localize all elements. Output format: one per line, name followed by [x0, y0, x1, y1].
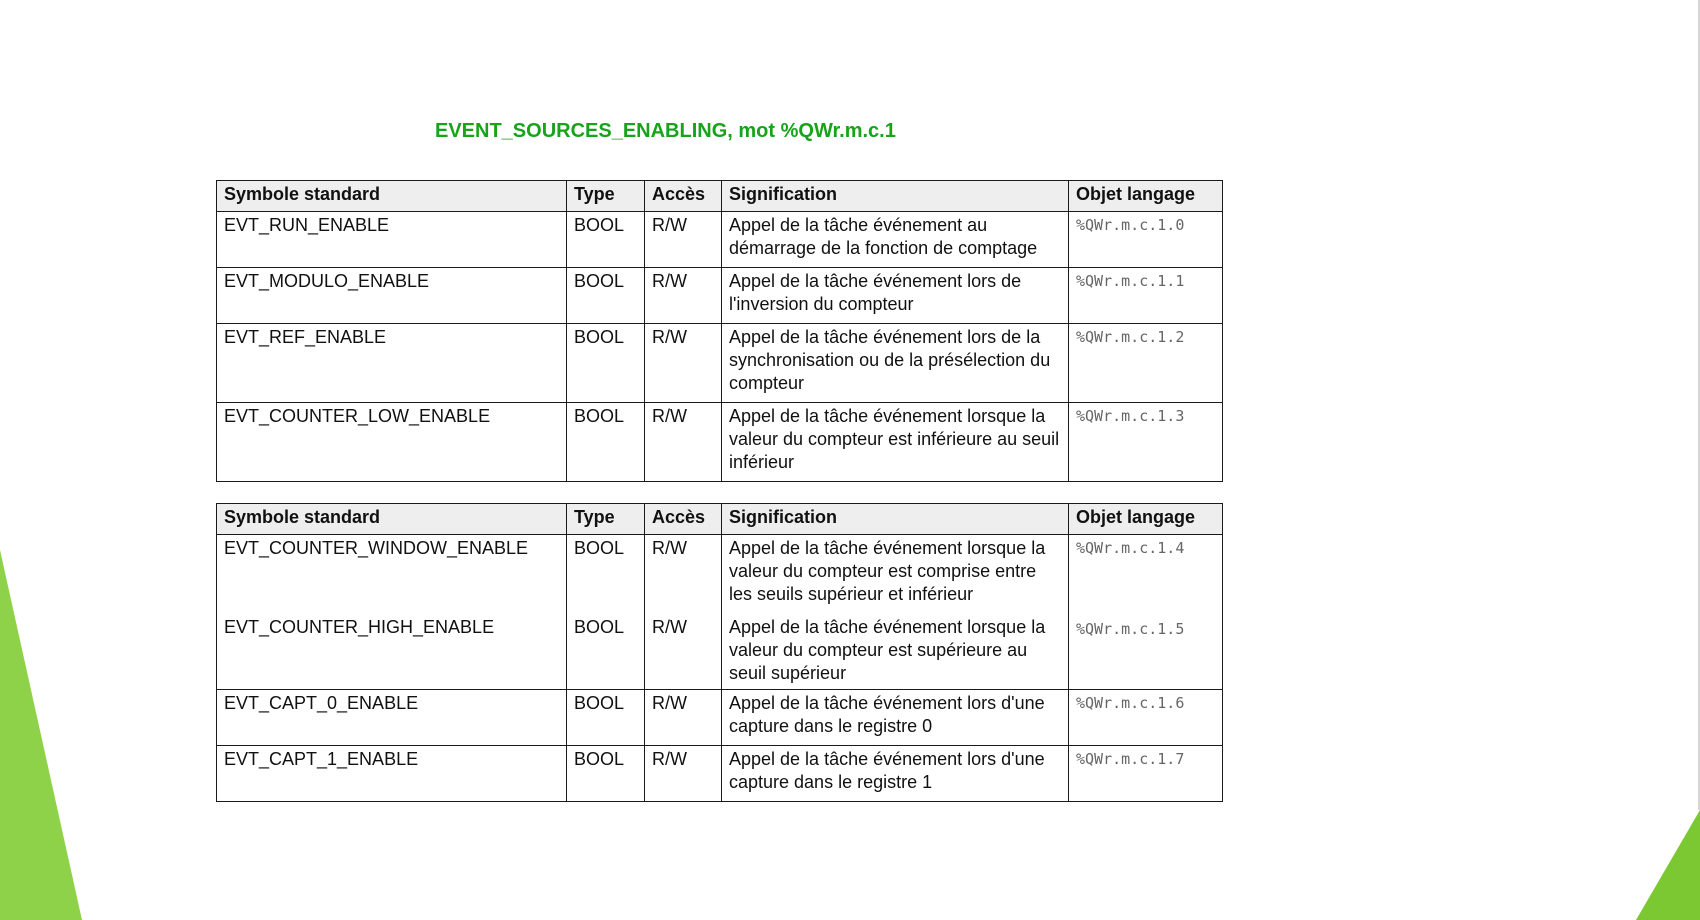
type-cell: BOOL — [567, 690, 645, 746]
column-header-object: Objet langage — [1069, 181, 1223, 212]
object-cell: %QWr.m.c.1.2 — [1069, 324, 1223, 403]
access-cell: R/W — [645, 535, 722, 615]
type-cell: BOOL — [567, 268, 645, 324]
meaning-cell: Appel de la tâche événement lors de la synchronisation ou de la présélection du compteur — [722, 324, 1069, 403]
access-cell: R/W — [645, 614, 722, 690]
signal-table-2 — [216, 503, 1223, 802]
object-cell: %QWr.m.c.1.6 — [1069, 690, 1223, 746]
meaning-cell: Appel de la tâche événement lorsque la valeur du compteur est comprise entre les seuils supérieur et inférieur — [722, 535, 1069, 615]
symbol-cell: EVT_COUNTER_WINDOW_ENABLE — [217, 535, 567, 615]
table-row — [217, 614, 1223, 690]
meaning-cell: Appel de la tâche événement lors d'une capture dans le registre 1 — [722, 746, 1069, 802]
access-cell: R/W — [645, 690, 722, 746]
table-header-row — [217, 504, 1223, 535]
symbol-cell: EVT_MODULO_ENABLE — [217, 268, 567, 324]
symbol-cell: EVT_RUN_ENABLE — [217, 212, 567, 268]
access-cell: R/W — [645, 268, 722, 324]
symbol-cell: EVT_CAPT_1_ENABLE — [217, 746, 567, 802]
symbol-cell: EVT_COUNTER_LOW_ENABLE — [217, 403, 567, 482]
table-row — [217, 535, 1223, 615]
type-cell: BOOL — [567, 614, 645, 690]
column-header-type: Type — [567, 181, 645, 212]
column-header-meaning: Signification — [722, 504, 1069, 535]
symbol-cell: EVT_COUNTER_HIGH_ENABLE — [217, 614, 567, 690]
column-header-access: Accès — [645, 504, 722, 535]
meaning-cell: Appel de la tâche événement au démarrage de la fonction de comptage — [722, 212, 1069, 268]
table-row — [217, 268, 1223, 324]
symbol-cell: EVT_REF_ENABLE — [217, 324, 567, 403]
type-cell: BOOL — [567, 212, 645, 268]
signal-table-1 — [216, 180, 1223, 482]
object-cell: %QWr.m.c.1.5 — [1069, 614, 1223, 690]
type-cell: BOOL — [567, 746, 645, 802]
access-cell: R/W — [645, 212, 722, 268]
table-header-row — [217, 181, 1223, 212]
table-row — [217, 690, 1223, 746]
column-header-type: Type — [567, 504, 645, 535]
meaning-cell: Appel de la tâche événement lorsque la valeur du compteur est inférieure au seuil inférieur — [722, 403, 1069, 482]
table-row — [217, 212, 1223, 268]
column-header-symbol: Symbole standard — [217, 181, 567, 212]
type-cell: BOOL — [567, 535, 645, 615]
column-header-access: Accès — [645, 181, 722, 212]
symbol-cell: EVT_CAPT_0_ENABLE — [217, 690, 567, 746]
meaning-cell: Appel de la tâche événement lors de l'inversion du compteur — [722, 268, 1069, 324]
object-cell: %QWr.m.c.1.4 — [1069, 535, 1223, 615]
column-header-object: Objet langage — [1069, 504, 1223, 535]
page-title: EVENT_SOURCES_ENABLING, mot %QWr.m.c.1 — [435, 120, 896, 142]
table-row — [217, 746, 1223, 802]
type-cell: BOOL — [567, 403, 645, 482]
table-row — [217, 324, 1223, 403]
right-green-accent-shape — [1636, 810, 1700, 920]
access-cell: R/W — [645, 403, 722, 482]
type-cell: BOOL — [567, 324, 645, 403]
object-cell: %QWr.m.c.1.3 — [1069, 403, 1223, 482]
left-green-accent-shape — [0, 550, 82, 920]
column-header-symbol: Symbole standard — [217, 504, 567, 535]
object-cell: %QWr.m.c.1.0 — [1069, 212, 1223, 268]
object-cell: %QWr.m.c.1.7 — [1069, 746, 1223, 802]
meaning-cell: Appel de la tâche événement lorsque la valeur du compteur est supérieure au seuil supérieur — [722, 614, 1069, 690]
meaning-cell: Appel de la tâche événement lors d'une capture dans le registre 0 — [722, 690, 1069, 746]
table-row — [217, 403, 1223, 482]
object-cell: %QWr.m.c.1.1 — [1069, 268, 1223, 324]
access-cell: R/W — [645, 324, 722, 403]
access-cell: R/W — [645, 746, 722, 802]
column-header-meaning: Signification — [722, 181, 1069, 212]
